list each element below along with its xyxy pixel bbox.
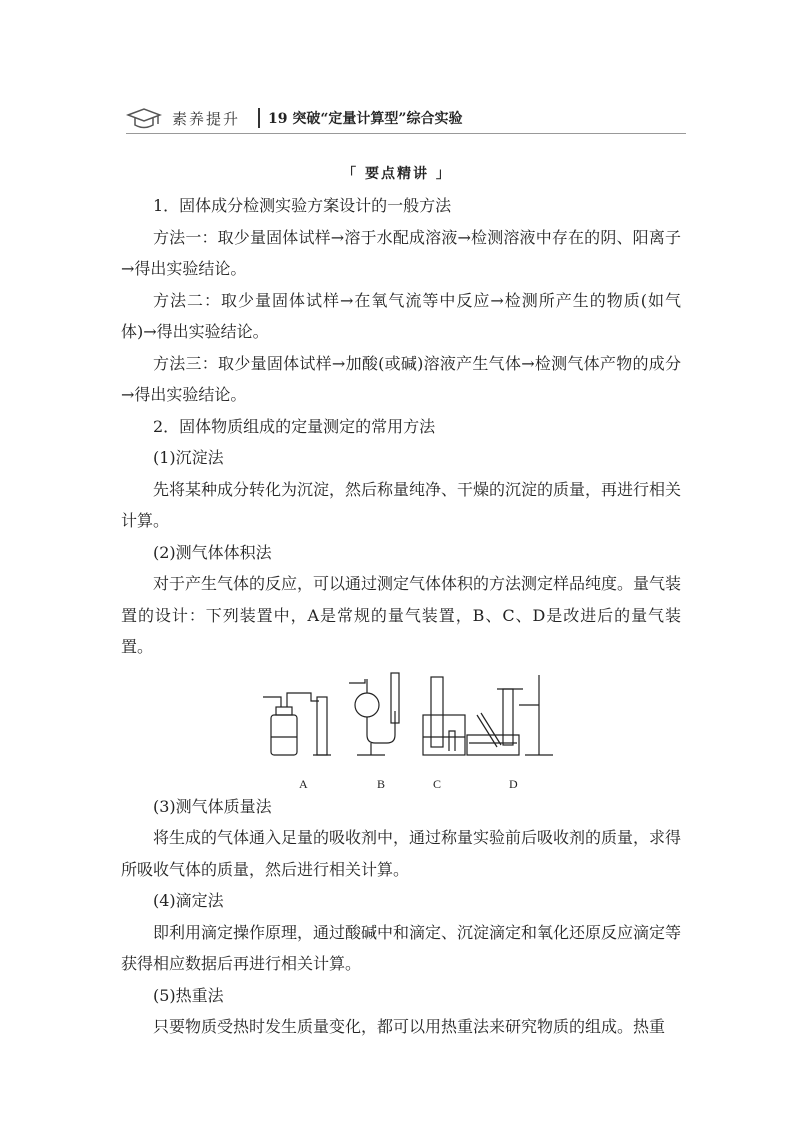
paragraph: 1．固体成分检测实验方案设计的一般方法 [153, 196, 452, 215]
header-brand: 素养提升 [172, 110, 241, 128]
header-separator [258, 108, 260, 128]
paragraph: 方法二：取少量固体试样→在氧气流等中反应→检测所产生的物质(如气体)→得出实验结论。 [121, 290, 681, 341]
section-title: 「 要点精讲 」 [342, 166, 452, 182]
apparatus-drawing [261, 671, 561, 769]
apparatus-figure [121, 671, 681, 789]
paragraph: 方法三：取少量固体试样→加酸(或碱)溶液产生气体→检测气体产物的成分→得出实验结论。 [121, 353, 681, 404]
paragraph: 方法一：取少量固体试样→溶于水配成溶液→检测溶液中存在的阴、阳离子→得出实验结论。 [121, 227, 681, 278]
figure-label-b: B [377, 776, 386, 791]
page-header [126, 106, 686, 132]
figure-label-a: A [299, 776, 308, 791]
paragraph: 2．固体物质组成的定量测定的常用方法 [153, 416, 436, 436]
paragraph: (4)滴定法 [153, 891, 224, 910]
paragraph: 对于产生气体的反应，可以通过测定气体体积的方法测定样品纯度。量气装置的设计：下列装置中，A是常规的量气装置，B、C、D是改进后的量气装置。 [121, 574, 682, 656]
figure-label-c: C [433, 776, 442, 791]
figure-label-d: D [509, 776, 518, 791]
paragraph: (5)热重法 [153, 985, 224, 1005]
header-title: 19 突破“定量计算型”综合实验 [268, 111, 463, 127]
paragraph: (2)测气体体积法 [153, 542, 272, 562]
paragraph: 只要物质受热时发生质量变化，都可以用热重法来研究物质的组成。热重 [153, 1017, 666, 1036]
main-content [121, 190, 681, 1043]
paragraph: 先将某种成分转化为沉淀，然后称量纯净、干燥的沉淀的质量，再进行相关计算。 [121, 479, 682, 530]
paragraph: (1)沉淀法 [153, 448, 224, 467]
header-rule [126, 133, 686, 134]
paragraph: 将生成的气体通入足量的吸收剂中，通过称量实验前后吸收剂的质量，求得所吸收气体的质量，然后进行相关计算。 [121, 828, 682, 879]
paragraph: 即利用滴定操作原理，通过酸碱中和滴定、沉淀滴定和氧化还原反应滴定等获得相应数据后再进行相关计算。 [121, 922, 682, 973]
graduation-cap-icon [126, 108, 162, 130]
paragraph: (3)测气体质量法 [153, 796, 272, 816]
